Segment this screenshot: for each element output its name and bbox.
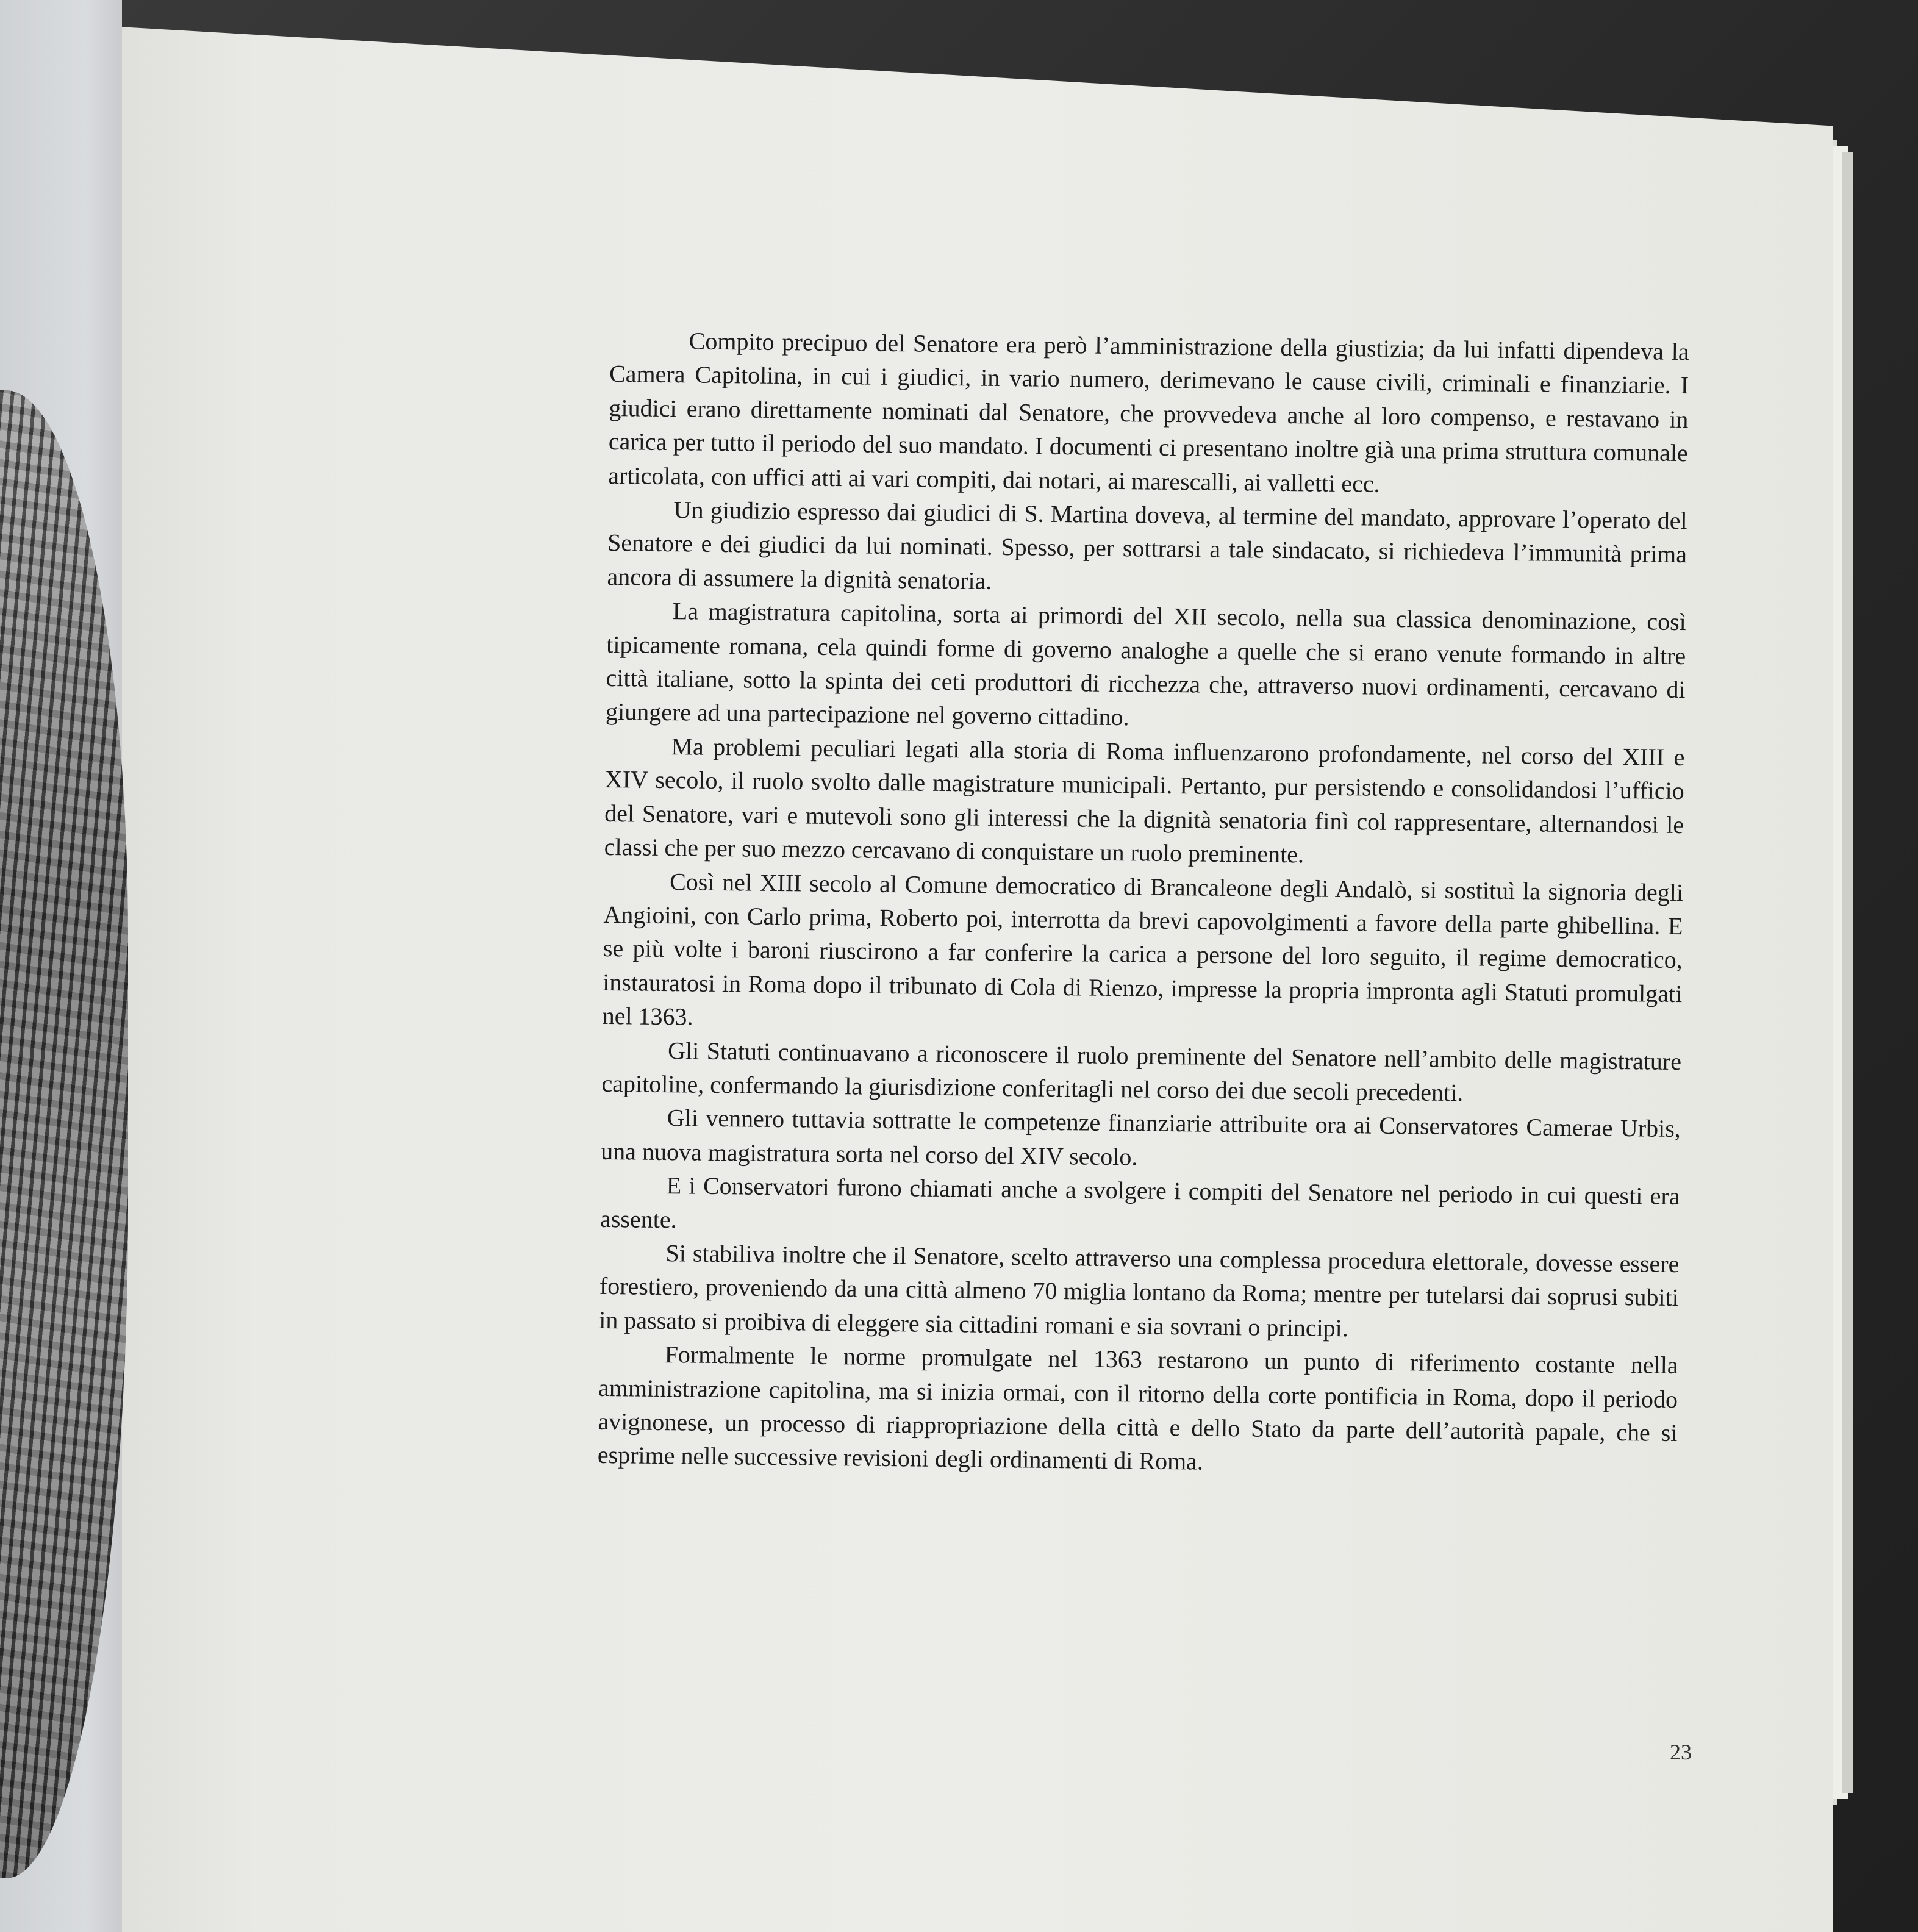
paragraph: Gli Statuti continuavano a riconoscere il ruolo preminente del Senatore nell’ambito delle magistrature capitoline, confermando la giurisdizione conferitagli nel corso dei due secoli precedenti. <box>601 1036 1682 1107</box>
paragraph: Ma problemi peculiari legati alla storia di Roma influenzarono profondamente, nel corso del XIII e XIV secolo, il ruolo svolto dalle magistrature municipali. Pertanto, pur persistendo e consolidandosi l’ufficio del Senatore, vari e mutevoli sono gli interessi che la dignità senatoria finì col rappresentare, alternandosi le classi che per suo mezzo cercavano di conquistare un ruolo preminente. <box>604 732 1685 868</box>
paragraph: Si stabiliva inoltre che il Senatore, scelto attraverso una complessa procedura elettorale, dovesse essere forestiero, proveniendo da una città almeno 70 miglia lontano da Roma; mentre per tutelarsi dai soprusi subiti in passato si proibiva di eleggere sia cittadini romani e sia sovrani o principi. <box>599 1239 1680 1342</box>
page-number: 23 <box>1670 1740 1692 1764</box>
paragraph: Compito precipuo del Senatore era però l’amministrazione della giustizia; da lui infatti dipendeva la Camera Capitolina, in cui i giudici, in vario numero, derimevano le cause civili, criminali e finanziarie. I giudici erano direttamente nominati dal Senatore, che provvedeva anche al loro compenso, e restavano in carica per tutto il periodo del suo mandato. I documenti ci presentano inoltre già una prima struttura comunale articolata, con uffici atti ai vari compiti, dai notari, ai marescalli, ai valletti ecc. <box>608 327 1689 498</box>
paragraph: E i Conservatori furono chiamati anche a svolgere i compiti del Senatore nel periodo in cui questi era assente. <box>599 1172 1680 1233</box>
body-text <box>598 323 1689 1484</box>
paragraph: Formalmente le norme promulgate nel 1363 restarono un punto di riferimento costante nella amministrazione capitolina, ma si inizia ormai, con il ritorno della corte pontificia in Roma, dopo il periodo avignonese, un processo di riappropriazione della città e dello Stato da parte dell’autorità papale, che si esprime nelle successive revisioni degli ordinamenti di Roma. <box>597 1340 1678 1476</box>
paragraph: Gli vennero tuttavia sottratte le competenze finanziarie attribuite ora ai Conservatores Camerae Urbis, una nuova magistratura sorta nel corso del XIV secolo. <box>601 1104 1681 1171</box>
paragraph: La magistratura capitolina, sorta ai primordi del XII secolo, nella sua classica denominazione, così tipicamente romana, cela quindi forme di governo analoghe a quelle che si erano venute formando in altre città italiane, sotto la spinta dei ceti produttori di ricchezza che, attraverso nuovi ordinamenti, cercavano di giungere ad una partecipazione nel governo cittadino. <box>605 597 1687 731</box>
paragraph: Così nel XIII secolo al Comune democratico di Brancaleone degli Andalò, si sostituì la signoria degli Angioini, con Carlo prima, Roberto poi, interrotta da brevi capovolgimenti a favore della parte ghibellina. E se più volte i baroni riuscirono a far conferire la carica a persone del loro seguito, il regime democratico, instauratosi in Roma dopo il tribunato di Cola di Rienzo, impresse la propria impronta agli Statuti promulgati nel 1363. <box>602 867 1684 1031</box>
page-stack-edge <box>1842 152 1853 1793</box>
paragraph: Un giudizio espresso dai giudici di S. Martina doveva, al termine del mandato, approvare l’operato del Senatore e dei giudici da lui nominati. Spesso, per sottrarsi a tale sindacato, si richiedeva l’immunità prima ancora di assumere la dignità senatoria. <box>607 496 1687 595</box>
